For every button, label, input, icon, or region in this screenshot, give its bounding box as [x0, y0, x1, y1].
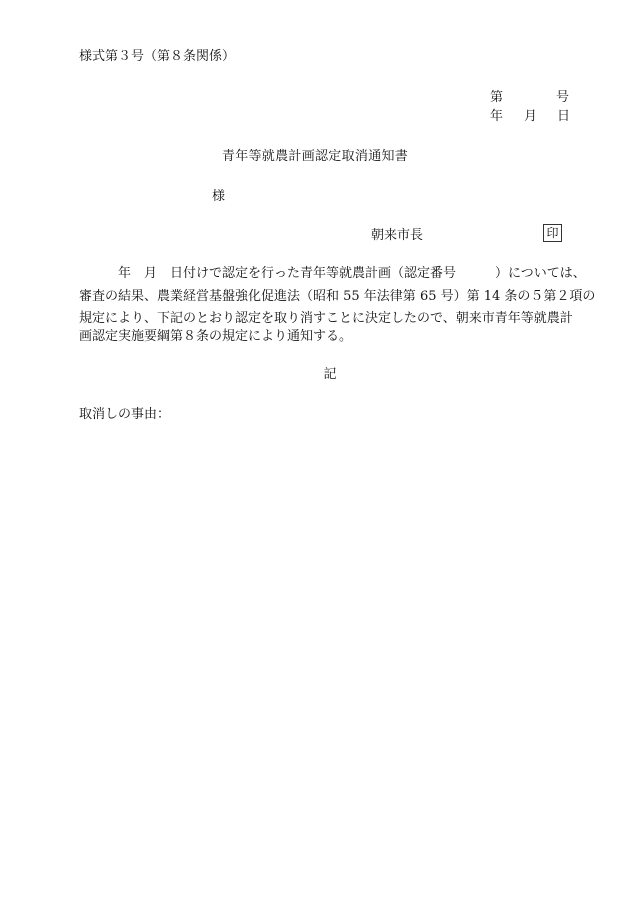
date-day-label: 日: [557, 109, 571, 124]
document-number-prefix: 第: [490, 90, 504, 105]
date-month-label: 月: [524, 109, 538, 124]
body-line-2: 審査の結果、農業経営基盤強化促進法（昭和 55 年法律第 65 号）第 14 条の５第２項の: [79, 289, 596, 304]
body-line-1: 年 月 日付けで認定を行った青年等就農計画（認定番号 ）については、: [79, 266, 586, 281]
body-line-4: 画認定実施要綱第８条の規定により通知する。: [79, 329, 353, 344]
recipient-honorific: 様: [212, 189, 226, 204]
issuer-name: 朝来市長: [371, 228, 424, 243]
document-title: 青年等就農計画認定取消通知書: [221, 149, 409, 164]
date-year-label: 年: [490, 109, 504, 124]
cancellation-reason-label: 取消しの事由：: [79, 407, 171, 422]
seal-stamp-box: 印: [543, 224, 562, 242]
document-number-suffix: 号: [556, 90, 570, 105]
ki-heading: 記: [323, 367, 337, 382]
body-line-3: 規定により、下記のとおり認定を取り消すことに決定したので、朝来市青年等就農計: [79, 311, 573, 326]
form-number-label: 様式第３号（第８条関係）: [79, 49, 236, 64]
